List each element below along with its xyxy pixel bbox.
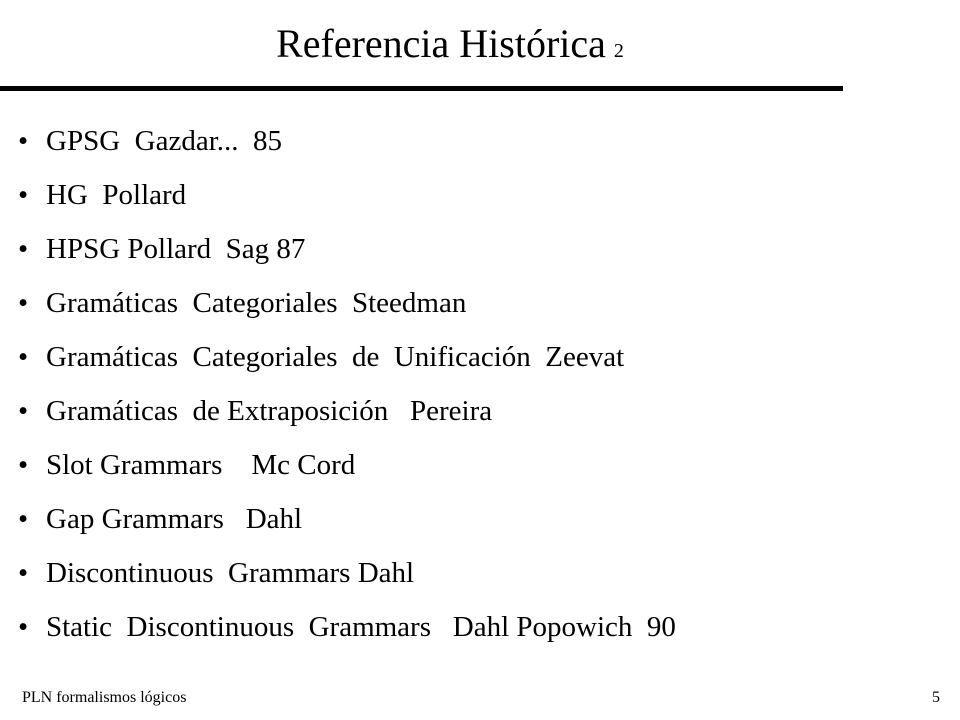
list-item-text: Static Discontinuous Grammars Dahl Popowich 90: [46, 611, 676, 643]
bullet-icon: •: [18, 341, 29, 373]
bullet-icon: •: [18, 179, 29, 211]
bullet-icon: •: [18, 395, 29, 427]
list-item-text: Gramáticas Categoriales Steedman: [46, 287, 467, 319]
bullet-icon: •: [18, 125, 29, 157]
title-divider: [0, 86, 843, 91]
bullet-icon: •: [18, 611, 29, 643]
bullet-icon: •: [18, 557, 29, 589]
list-item-text: HPSG Pollard Sag 87: [46, 233, 306, 265]
bullet-icon: •: [18, 233, 29, 265]
list-item-text: GPSG Gazdar... 85: [46, 125, 283, 157]
list-item-text: HG Pollard: [46, 179, 187, 211]
bullet-icon: •: [18, 287, 29, 319]
bullet-icon: •: [18, 449, 29, 481]
list-item-text: Gramáticas de Extraposición Pereira: [46, 395, 493, 427]
footer-course-label: PLN formalismos lógicos: [22, 689, 187, 706]
slide-title: [0, 18, 900, 77]
list-item-text: Slot Grammars Mc Cord: [46, 449, 356, 481]
bullet-icon: •: [18, 503, 29, 535]
slide-title-suffix: 2: [613, 40, 624, 62]
list-item-text: Gap Grammars Dahl: [46, 503, 303, 535]
slide-title-text: Referencia Histórica: [276, 21, 606, 66]
list-item-text: Gramáticas Categoriales de Unificación Zeevat: [46, 341, 625, 373]
footer-page-number: 5: [932, 689, 940, 706]
list-item-text: Discontinuous Grammars Dahl: [46, 557, 415, 589]
